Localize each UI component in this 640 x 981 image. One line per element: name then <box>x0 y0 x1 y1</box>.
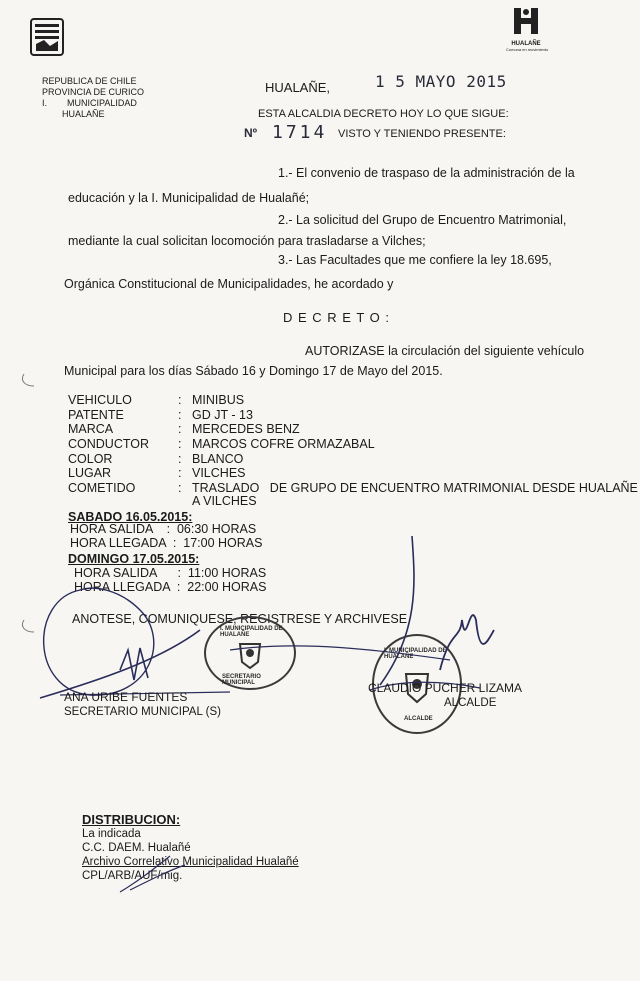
mayor-stamp-text: I. MUNICIPALIDAD DE HUALAÑE <box>384 648 447 660</box>
vehicle-row <box>68 393 244 407</box>
mayor-name: CLAUDIO PUCHER LIZAMA <box>368 681 523 695</box>
vehicle-value: MINIBUS <box>192 393 245 407</box>
secretary-stamp-text: I. MUNICIPALIDAD DE HUALAÑE <box>220 626 283 638</box>
mission-value-line-2: A VILCHES <box>192 494 257 508</box>
distribution-line-1: La indicada <box>82 828 141 840</box>
visto-heading: VISTO Y TENIENDO PRESENTE: <box>338 128 506 140</box>
issuer-line-1: REPUBLICA DE CHILE <box>42 76 137 86</box>
sunday-heading: DOMINGO 17.05.2015: <box>68 552 200 566</box>
driver-label: CONDUCTOR <box>68 437 150 451</box>
authorization-line-1: AUTORIZASE la circulación del siguiente vehículo <box>305 344 585 358</box>
place-value: VILCHES <box>192 466 246 480</box>
consideration-3-line-2: Orgánica Constitucional de Municipalidades, he acordado y <box>64 277 394 291</box>
brand-value: MERCEDES BENZ <box>192 422 300 436</box>
decree-number-prefix: Nº <box>244 126 258 140</box>
mission-label: COMETIDO <box>68 481 136 495</box>
mayor-title: ALCALDE <box>444 697 497 709</box>
issuer-line-3: I. MUNICIPALIDAD <box>42 98 137 108</box>
municipal-crest-logo <box>30 18 64 56</box>
distribution-line-4: CPL/ARB/AUF/mig. <box>82 870 183 882</box>
secretary-name: ANA URIBE FUENTES <box>64 690 188 704</box>
sunday-departure: HORA SALIDA : 11:00 HORAS <box>74 566 267 580</box>
decreto-heading: D E C R E T O : <box>283 310 390 325</box>
initials-scribble <box>100 850 190 900</box>
brand-label: MARCA <box>68 422 114 436</box>
driver-value: MARCOS COFRE ORMAZABAL <box>192 437 375 451</box>
secretary-stamp-bottom: SECRETARIO MUNICIPAL <box>222 674 261 686</box>
secretary-title: SECRETARIO MUNICIPAL (S) <box>64 706 221 718</box>
color-label: COLOR <box>68 452 113 466</box>
place-row <box>68 466 246 480</box>
hole-punch-mark-top <box>18 372 36 388</box>
decree-intro: ESTA ALCALDIA DECRETO HOY LO QUE SIGUE: <box>258 108 509 120</box>
color-row <box>68 452 243 466</box>
plate-label: PATENTE <box>68 408 124 422</box>
field-colon: : <box>178 422 182 436</box>
issuer-line-2: PROVINCIA DE CURICO <box>42 87 145 97</box>
distribution-line-2: C.C. DAEM. Hualañé <box>82 842 191 854</box>
field-colon: : <box>178 452 182 466</box>
closing-formula: ANOTESE, COMUNIQUESE, REGISTRESE Y ARCHIVESE <box>72 612 408 626</box>
right-logo-name: HUALAÑE <box>511 41 541 47</box>
issuer-block <box>42 76 144 120</box>
consideration-1-line-2: educación y la I. Municipalidad de Hualañé; <box>68 191 310 205</box>
mission-row <box>68 481 638 495</box>
decree-number: 1714 <box>272 122 328 143</box>
field-colon: : <box>178 393 182 407</box>
mission-value: TRASLADO DE GRUPO DE ENCUENTRO MATRIMONIAL DESDE HUALAÑE <box>192 481 638 495</box>
field-colon: : <box>178 481 182 495</box>
saturday-heading: SABADO 16.05.2015: <box>68 510 193 524</box>
hole-punch-mark-bottom <box>18 618 36 634</box>
color-value: BLANCO <box>192 452 244 466</box>
distribution-heading: DISTRIBUCION: <box>82 812 181 827</box>
driver-row <box>68 437 375 451</box>
mayor-stamp-bottom: ALCALDE <box>404 716 433 722</box>
consideration-2-line-2: mediante la cual solicitan locomoción para trasladarse a Vilches; <box>68 234 426 248</box>
field-colon: : <box>178 408 182 422</box>
city-label: HUALAÑE, <box>265 80 331 95</box>
issuer-line-4: HUALAÑE <box>62 109 105 119</box>
saturday-arrival: HORA LLEGADA : 17:00 HORAS <box>70 536 263 550</box>
right-logo-tagline: Comuna en movimiento <box>506 47 549 52</box>
consideration-2-line-1: 2.- La solicitud del Grupo de Encuentro Matrimonial, <box>278 213 567 227</box>
date-stamp: 1 5 MAYO 2015 <box>375 72 507 91</box>
plate-row <box>68 408 253 422</box>
field-colon: : <box>178 437 182 451</box>
vehicle-label: VEHICULO <box>68 393 132 407</box>
hualane-brand-logo <box>506 6 549 52</box>
sunday-arrival: HORA LLEGADA : 22:00 HORAS <box>74 580 267 594</box>
brand-row <box>68 422 300 436</box>
place-label: LUGAR <box>68 466 112 480</box>
saturday-departure: HORA SALIDA : 06:30 HORAS <box>70 522 257 536</box>
consideration-3-line-1: 3.- Las Facultades que me confiere la ley 18.695, <box>278 253 552 267</box>
distribution-line-3: Archivo Correlativo Municipalidad Hualañé <box>82 856 299 868</box>
authorization-line-2: Municipal para los días Sábado 16 y Domingo 17 de Mayo del 2015. <box>64 364 443 378</box>
consideration-1-line-1: 1.- El convenio de traspaso de la administración de la <box>278 166 575 180</box>
field-colon: : <box>178 466 182 480</box>
plate-value: GD JT - 13 <box>192 408 253 422</box>
